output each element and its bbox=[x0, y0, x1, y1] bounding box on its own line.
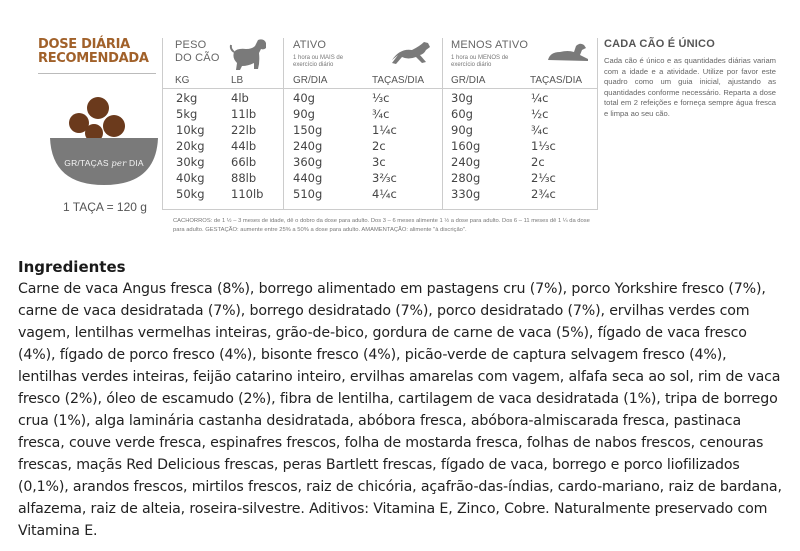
active-cups-cell: 4¼c bbox=[372, 187, 397, 201]
lying-dog-icon bbox=[546, 40, 590, 64]
active-cups-cell: 1¼c bbox=[372, 123, 397, 137]
kibble-icon bbox=[87, 97, 109, 119]
lb-cell: 4lb bbox=[231, 91, 249, 105]
lb-cell: 11lb bbox=[231, 107, 257, 121]
active-gr-cell: 150g bbox=[293, 123, 323, 137]
kg-cell: 5kg bbox=[176, 107, 198, 121]
active-cups-cell: 2c bbox=[372, 139, 386, 153]
active-gr-cell: 440g bbox=[293, 171, 323, 185]
bowl-illustration bbox=[48, 88, 168, 188]
active-header: ATIVO bbox=[293, 39, 327, 51]
feeding-title-line2: RECOMENDADA bbox=[38, 51, 149, 66]
active-gr-cell: 90g bbox=[293, 107, 315, 121]
less-cups-cell: ¾c bbox=[531, 123, 549, 137]
less-cups-cell: ¼c bbox=[531, 91, 549, 105]
active-gr-cell: 360g bbox=[293, 155, 323, 169]
less-cups-cell: 2¾c bbox=[531, 187, 556, 201]
less-cups-cell: 2⅓c bbox=[531, 171, 556, 185]
col-less-gr-header: GR/DIA bbox=[451, 75, 486, 86]
less-active-subtitle-line2: exercício diário bbox=[451, 62, 492, 68]
active-gr-cell: 40g bbox=[293, 91, 315, 105]
less-gr-cell: 160g bbox=[451, 139, 481, 153]
less-gr-cell: 90g bbox=[451, 123, 473, 137]
less-active-subtitle bbox=[451, 55, 508, 69]
lb-cell: 88lb bbox=[231, 171, 257, 185]
kg-cell: 30kg bbox=[176, 155, 205, 169]
weight-header bbox=[175, 39, 220, 65]
kg-cell: 40kg bbox=[176, 171, 205, 185]
col-lb-header: LB bbox=[231, 75, 244, 86]
lb-cell: 22lb bbox=[231, 123, 257, 137]
active-cups-cell: ¾c bbox=[372, 107, 390, 121]
unique-title: CADA CÃO É ÚNICO bbox=[604, 38, 715, 50]
active-cups-cell: 3c bbox=[372, 155, 386, 169]
col-kg-header: KG bbox=[175, 75, 190, 86]
col-active-cups-header: TAÇAS/DIA bbox=[372, 75, 425, 86]
bowl-label-post: DIA bbox=[128, 158, 144, 168]
active-gr-cell: 240g bbox=[293, 139, 323, 153]
active-subtitle-line2: exercício diário bbox=[293, 62, 334, 68]
ingredients-text: Carne de vaca Angus fresca (8%), borrego alimentado em pastagens cru (7%), porco Yorkshire fresco (7%), carne de vaca desidratada (7%), borrego desidratado (7%), porco desidratado (7%), ervilhas verdes com vagem, lentilhas vermelhas inteiras, grão-de-bico, gordura de carne de vaca (5%), fígado de vaca fresco (4%), fígado de porco fresco (4%), bisonte fresco (4%), picão-verde de captura selvagem fresco (4%), lentilhas verdes inteiras, feijão catarino inteiro, ervilhas amarelas com vagem, alfafa seca ao sol, rim de vaca fresco (2%), óleo de escamudo (2%), fibra de lentilha, cartilagem de vaca desidratada (1%), tripa de borrego crua (1%), alga laminária castanha desidratada, abóbora fresca, abóbora-almiscarada fresca, pastinaca fresca, couve verde fresca, espinafres frescos, folha de mostarda fresca, folhas de nabos frescos, cenouras frescas, maçãs Red Delicious frescas, peras Bartlett frescas, fígado de vaca, borrego e porco liofilizados (0,1%), arandos frescos, mirtilos frescos, raiz de chicória, açafrão-das-índias, cardo-mariano, raiz de bardana, alfazema, raiz de alteia, roseira-silvestre. Aditivos: Vitamina E, Zinco, Cobre. Naturalmente preservado com Vitamina E. bbox=[18, 281, 782, 539]
table-right-border bbox=[597, 38, 598, 210]
active-gr-column bbox=[293, 90, 322, 202]
less-cups-cell: 2c bbox=[531, 155, 545, 169]
kibble-icon bbox=[103, 115, 125, 137]
weight-header-line2: DO CÃO bbox=[175, 52, 220, 64]
lb-cell: 110lb bbox=[231, 187, 264, 201]
active-cups-cell: 3⅔c bbox=[372, 171, 397, 185]
sitting-dog-icon bbox=[228, 36, 272, 72]
kg-cell: 20kg bbox=[176, 139, 205, 153]
less-gr-cell: 240g bbox=[451, 155, 481, 169]
bowl-label-pre: GR/TAÇAS bbox=[64, 158, 109, 168]
puppy-footnote: CACHORROS: de 1 ½ – 3 meses de idade, dê o dobro da dose para adulto. Dos 3 – 6 meses alimente 1 ½ a dose para adulto. Dos 6 – 11 meses dê 1 ¼ da dose para adulto. GESTAÇÃO: aumente entre 25% a 50% a dose para adulto. AMAMENTAÇÃO: alimente "à discrição". bbox=[173, 218, 590, 233]
lb-cell: 44lb bbox=[231, 139, 257, 153]
weight-header-line1: PESO bbox=[175, 39, 207, 51]
less-gr-cell: 60g bbox=[451, 107, 473, 121]
column-divider bbox=[283, 38, 284, 210]
less-cups-cell: 1⅓c bbox=[531, 139, 556, 153]
feeding-title-divider bbox=[38, 73, 156, 74]
lb-column bbox=[231, 90, 263, 202]
less-gr-cell: 30g bbox=[451, 91, 473, 105]
column-divider bbox=[442, 38, 443, 210]
kg-column bbox=[176, 90, 205, 202]
active-cups-cell: ⅓c bbox=[372, 91, 390, 105]
less-active-header: MENOS ATIVO bbox=[451, 39, 529, 51]
active-subtitle-line1: 1 hora ou MAIS de bbox=[293, 55, 344, 61]
active-cups-column bbox=[372, 90, 397, 202]
less-gr-column bbox=[451, 90, 480, 202]
bowl-label-per: per bbox=[111, 159, 127, 169]
unique-text: Cada cão é único e as quantidades diárias variam com a idade e a atividade. Utilize por favor este quadro como um guia inicial, ajustando as quantidades conforme necessário. Reparta a dose total em 2 refeições e forneça sempre água fresca e limpa ao seu cão. bbox=[604, 56, 776, 118]
header-divider bbox=[163, 88, 597, 89]
bowl-label bbox=[48, 158, 160, 169]
running-dog-icon bbox=[390, 40, 434, 66]
col-active-gr-header: GR/DIA bbox=[293, 75, 328, 86]
less-cups-column bbox=[531, 90, 556, 202]
active-gr-cell: 510g bbox=[293, 187, 323, 201]
less-cups-cell: ½c bbox=[531, 107, 549, 121]
feeding-title-line1: DOSE DIÁRIA bbox=[38, 37, 130, 52]
ingredients-title: Ingredientes bbox=[18, 258, 126, 276]
kg-cell: 50kg bbox=[176, 187, 205, 201]
less-gr-cell: 280g bbox=[451, 171, 481, 185]
col-less-cups-header: TAÇAS/DIA bbox=[530, 75, 583, 86]
active-subtitle bbox=[293, 55, 343, 69]
cup-equivalence: 1 TAÇA = 120 g bbox=[63, 200, 147, 214]
lb-cell: 66lb bbox=[231, 155, 257, 169]
less-active-subtitle-line1: 1 hora ou MENOS de bbox=[451, 55, 509, 61]
kg-cell: 10kg bbox=[176, 123, 205, 137]
kg-cell: 2kg bbox=[176, 91, 198, 105]
table-left-border bbox=[162, 38, 163, 210]
feeding-title bbox=[38, 38, 149, 66]
table-bottom-border bbox=[163, 209, 597, 210]
less-gr-cell: 330g bbox=[451, 187, 481, 201]
